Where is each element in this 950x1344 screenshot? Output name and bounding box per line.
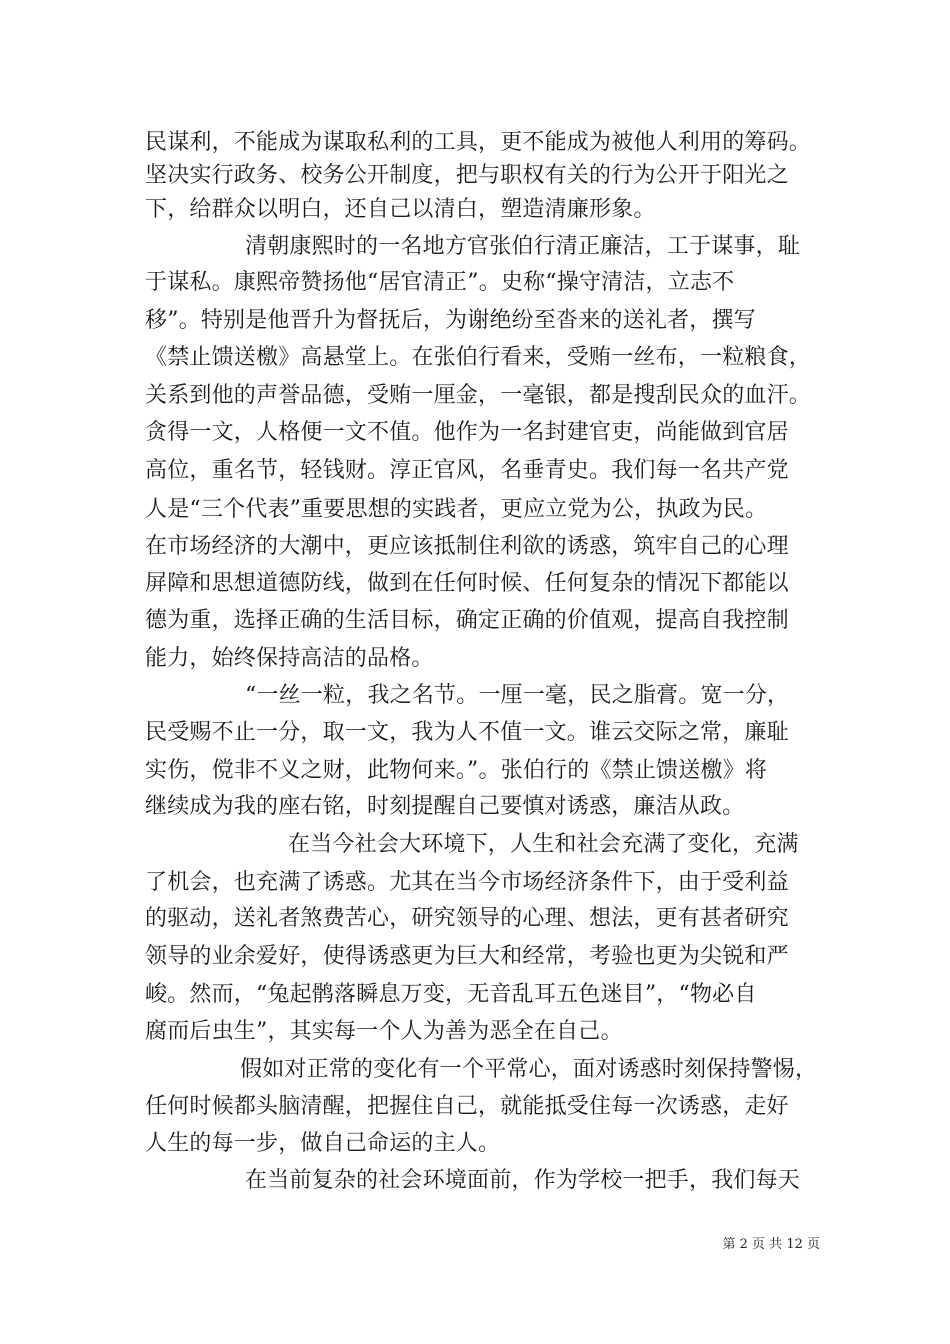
text-line: 在当前复杂的社会环境面前，作为学校一把手，我们每天: [245, 1168, 801, 1193]
text-line: 的驱动，送礼者煞费苦心，研究领导的心理、想法，更有甚者研究: [145, 906, 789, 931]
text-line: 在当今社会大环境下，人生和社会充满了变化，充满: [288, 832, 799, 857]
text-line: 能力，始终保持高洁的品格。: [145, 646, 434, 671]
text-line: 在市场经济的大潮中，更应该抵制住利欲的诱惑，筑牢自己的心理: [145, 534, 789, 559]
text-line: 峻。然而，“兔起鹘落瞬息万变，无音乱耳五色迷目”，“物必自: [145, 982, 757, 1007]
text-line: 实伤，傥非不义之财，此物何来。”。张伯行的《禁止馈送檄》将: [145, 758, 768, 783]
text-line: 任何时候都头脑清醒，把握住自己，就能抵受住每一次诱惑，走好: [145, 1094, 789, 1119]
text-line: 领导的业余爱好，使得诱惑更为巨大和经常，考验也更为尖锐和严: [145, 944, 789, 969]
text-line: 德为重，选择正确的生活目标，确定正确的价值观，提高自我控制: [145, 608, 789, 633]
text-line: 清朝康熙时的一名地方官张伯行清正廉洁，工于谋事，耻: [245, 234, 801, 259]
text-line: 民受赐不止一分，取一文，我为人不值一文。谁云交际之常，廉耻: [145, 720, 789, 745]
text-line: 《禁止馈送檄》高悬堂上。在张伯行看来，受贿一丝布，一粒粮食，: [145, 345, 812, 370]
text-line: 下，给群众以明白，还自己以清白，塑造清廉形象。: [145, 197, 656, 222]
text-line: “一丝一粒，我之名节。一厘一毫，民之脂膏。宽一分，: [245, 683, 790, 708]
text-line: 人生的每一步，做自己命运的主人。: [145, 1131, 501, 1156]
text-line: 关系到他的声誉品德，受贿一厘金，一毫银，都是搜刮民众的血汗。: [145, 383, 812, 408]
text-line: 人是“三个代表”重要思想的实践者，更应立党为公，执政为民。: [145, 497, 768, 522]
text-line: 坚决实行政务、校务公开制度，把与职权有关的行为公开于阳光之: [145, 163, 789, 188]
text-line: 假如对正常的变化有一个平常心，面对诱惑时刻保持警惕，: [240, 1057, 818, 1082]
text-line: 贪得一文，人格便一文不值。他作为一名封建官吏，尚能做到官居: [145, 420, 789, 445]
page-number-footer: 第 2 页 共 12 页: [722, 1237, 820, 1252]
text-line: 高位，重名节，轻钱财。淳正官风，名垂青史。我们每一名共产党: [145, 458, 789, 483]
text-line: 继续成为我的座右铭，时刻提醒自己要慎对诱惑，廉洁从政。: [145, 794, 745, 819]
text-line: 移”。特别是他晋升为督抚后，为谢绝纷至沓来的送礼者，撰写: [145, 308, 756, 333]
text-line: 屏障和思想道德防线，做到在任何时候、任何复杂的情况下都能以: [145, 571, 789, 596]
text-line: 了机会，也充满了诱惑。尤其在当今市场经济条件下，由于受利益: [145, 870, 789, 895]
text-line: 于谋私。康熙帝赞扬他“居官清正”。史称“操守清洁，立志不: [145, 270, 735, 295]
text-line: 腐而后虫生”，其实每一个人为善为恶全在自己。: [145, 1019, 623, 1044]
text-line: 民谋利，不能成为谋取私利的工具，更不能成为被他人利用的筹码。: [145, 130, 812, 155]
